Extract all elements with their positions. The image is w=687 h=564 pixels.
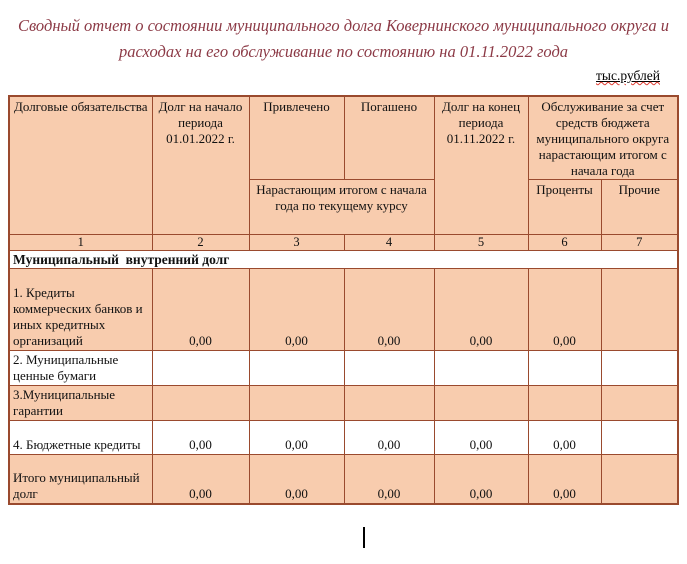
row-label[interactable]: 3.Муниципальные гарантии — [9, 386, 152, 421]
report-title: Сводный отчет о состоянии муниципального долга Ковернинского муниципального округа и расходах на его обслуживание по состоянию на 01.11.2022 года — [17, 16, 669, 61]
table-row-total-municipal-debt — [9, 455, 678, 504]
column-number-7[interactable]: 7 — [601, 235, 678, 251]
column-number-2[interactable]: 2 — [152, 235, 249, 251]
column-number-5[interactable]: 5 — [434, 235, 528, 251]
header-servicing[interactable]: Обслуживание за счет средств бюджета муниципального округа нарастающим итогом с начала года — [528, 96, 678, 180]
value-cell[interactable]: 0,00 — [152, 421, 249, 455]
value-cell[interactable] — [344, 351, 434, 386]
value-cell[interactable] — [601, 421, 678, 455]
column-numbers-row — [9, 235, 678, 251]
header-debt-obligations[interactable]: Долговые обязательства — [9, 96, 152, 235]
value-cell[interactable] — [601, 269, 678, 351]
value-cell[interactable]: 0,00 — [344, 455, 434, 504]
value-cell[interactable]: 0,00 — [434, 455, 528, 504]
section-row-internal-debt — [9, 251, 678, 269]
value-cell[interactable] — [344, 386, 434, 421]
value-cell[interactable] — [152, 351, 249, 386]
value-cell[interactable]: 0,00 — [249, 455, 344, 504]
table-row-budget-credits — [9, 421, 678, 455]
header-attracted[interactable]: Привлечено — [249, 96, 344, 180]
value-cell[interactable] — [601, 351, 678, 386]
value-cell[interactable]: 0,00 — [528, 455, 601, 504]
header-repaid[interactable]: Погашено — [344, 96, 434, 180]
row-label[interactable]: Итого муниципальный долг — [9, 455, 152, 504]
value-cell[interactable] — [249, 351, 344, 386]
units-label-text: тыс.рублей — [596, 68, 660, 83]
value-cell[interactable] — [434, 386, 528, 421]
text-caret — [363, 527, 365, 548]
table-row-commercial-credits — [9, 269, 678, 351]
header-debt-start[interactable]: Долг на начало периода 01.01.2022 г. — [152, 96, 249, 235]
value-cell[interactable] — [528, 351, 601, 386]
value-cell[interactable]: 0,00 — [434, 421, 528, 455]
header-other[interactable]: Прочие — [601, 180, 678, 235]
value-cell[interactable] — [601, 386, 678, 421]
column-number-1[interactable]: 1 — [9, 235, 152, 251]
value-cell[interactable] — [528, 386, 601, 421]
value-cell[interactable]: 0,00 — [528, 421, 601, 455]
column-number-3[interactable]: 3 — [249, 235, 344, 251]
value-cell[interactable]: 0,00 — [152, 455, 249, 504]
section-label[interactable]: Муниципальный внутренний долг — [9, 251, 678, 269]
table-row-municipal-securities — [9, 351, 678, 386]
value-cell[interactable] — [434, 351, 528, 386]
value-cell[interactable] — [249, 386, 344, 421]
value-cell[interactable]: 0,00 — [528, 269, 601, 351]
debt-report-table — [8, 95, 679, 505]
value-cell[interactable]: 0,00 — [344, 269, 434, 351]
table-header-row-1 — [9, 96, 678, 180]
value-cell[interactable]: 0,00 — [344, 421, 434, 455]
header-debt-end[interactable]: Долг на конец периода 01.11.2022 г. — [434, 96, 528, 235]
value-cell[interactable] — [601, 455, 678, 504]
value-cell[interactable]: 0,00 — [434, 269, 528, 351]
column-number-4[interactable]: 4 — [344, 235, 434, 251]
row-label[interactable]: 1. Кредиты коммерческих банков и иных кредитных организаций — [9, 269, 152, 351]
value-cell[interactable]: 0,00 — [152, 269, 249, 351]
table-row-municipal-guarantees — [9, 386, 678, 421]
value-cell[interactable] — [152, 386, 249, 421]
value-cell[interactable]: 0,00 — [249, 269, 344, 351]
row-label[interactable]: 2. Муниципальные ценные бумаги — [9, 351, 152, 386]
column-number-6[interactable]: 6 — [528, 235, 601, 251]
value-cell[interactable]: 0,00 — [249, 421, 344, 455]
header-interest[interactable]: Проценты — [528, 180, 601, 235]
units-label — [0, 68, 687, 84]
row-label[interactable]: 4. Бюджетные кредиты — [9, 421, 152, 455]
header-cumulative-total[interactable]: Нарастающим итогом с начала года по текущему курсу — [249, 180, 434, 235]
